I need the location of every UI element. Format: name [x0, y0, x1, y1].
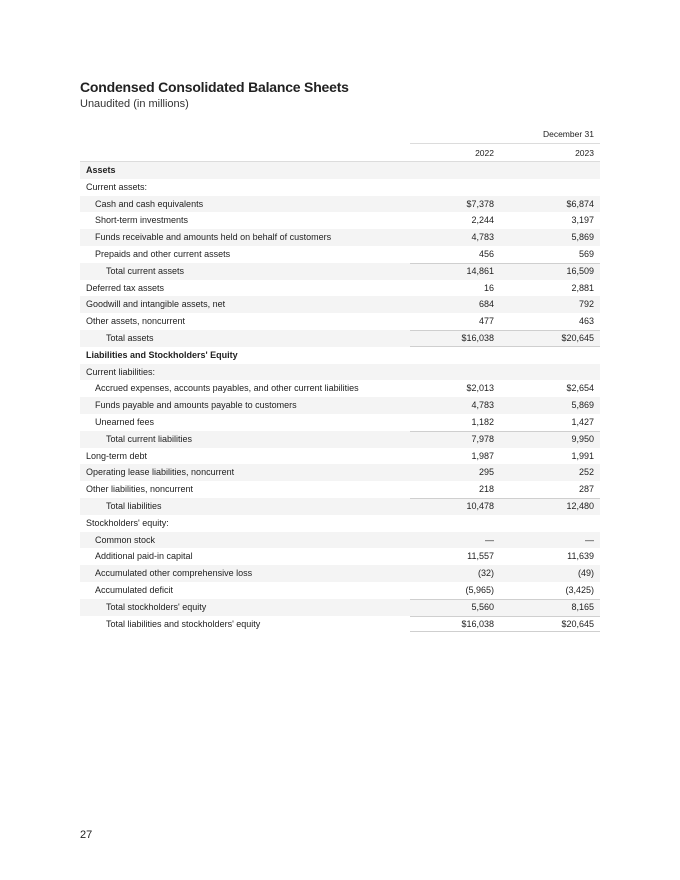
value-2023: 569 [578, 248, 594, 259]
value-2022: 456 [478, 248, 494, 259]
table-row [80, 179, 600, 196]
table-row [80, 616, 600, 633]
value-2022: 4,783 [471, 232, 494, 243]
table-row [80, 347, 600, 364]
value-2022: $7,378 [466, 198, 494, 209]
row-label: Total stockholders' equity [106, 601, 207, 612]
value-2023: 1,991 [571, 450, 594, 461]
value-2022: — [485, 534, 494, 545]
table-row [80, 296, 600, 313]
row-label: Total assets [106, 332, 154, 343]
table-row [80, 380, 600, 397]
table-row [80, 212, 600, 229]
row-label: Cash and cash equivalents [95, 198, 204, 209]
table-row [80, 162, 600, 179]
year-2022-header: 2022 [475, 148, 494, 158]
page-title: Condensed Consolidated Balance Sheets [80, 79, 349, 95]
table-row [80, 313, 600, 330]
value-2023: (3,425) [565, 584, 594, 595]
table-row [80, 599, 600, 616]
table-row [80, 364, 600, 381]
table-row [80, 464, 600, 481]
row-label: Long-term debt [86, 450, 148, 461]
table-row [80, 280, 600, 297]
page-subtitle: Unaudited (in millions) [80, 98, 189, 110]
balance-sheet-table [80, 125, 600, 632]
table-row [80, 414, 600, 431]
period-header [80, 125, 600, 144]
row-label: Deferred tax assets [86, 282, 165, 293]
row-label: Unearned fees [95, 416, 155, 427]
value-2023: $2,654 [566, 383, 594, 394]
value-2022: 218 [478, 484, 494, 495]
value-2023: 1,427 [571, 416, 594, 427]
value-2023: 5,869 [571, 400, 594, 411]
page-number: 27 [80, 829, 93, 841]
value-2023: 9,950 [571, 433, 594, 444]
document-header [80, 78, 349, 111]
year-2023-header: 2023 [575, 148, 594, 158]
table-row [80, 498, 600, 515]
row-label: Operating lease liabilities, noncurrent [86, 467, 235, 478]
value-2023: 3,197 [571, 215, 594, 226]
value-2023: $20,645 [561, 618, 594, 629]
value-2022: 14,861 [466, 265, 494, 276]
row-label: Current assets: [86, 181, 148, 192]
row-label: Assets [86, 165, 116, 175]
row-label: Accumulated other comprehensive loss [95, 568, 253, 579]
value-2022: 4,783 [471, 400, 494, 411]
table-row [80, 481, 600, 498]
row-label: Total current liabilities [106, 433, 193, 444]
row-label: Common stock [95, 534, 156, 545]
table-row [80, 246, 600, 263]
table-row [80, 431, 600, 448]
value-2023: — [585, 534, 594, 545]
value-2022: 684 [478, 299, 494, 310]
row-label: Current liabilities: [86, 366, 156, 377]
value-2023: 2,881 [571, 282, 594, 293]
row-label: Short-term investments [95, 215, 189, 226]
row-label: Total liabilities [106, 500, 162, 511]
value-2023: (49) [577, 568, 594, 579]
value-2022: 5,560 [471, 601, 494, 612]
table-row [80, 515, 600, 532]
value-2022: 2,244 [471, 215, 494, 226]
row-label: Accumulated deficit [95, 584, 174, 595]
value-2022: $16,038 [461, 618, 494, 629]
value-2022: (32) [477, 568, 494, 579]
value-2023: 287 [578, 484, 594, 495]
year-header [80, 144, 600, 162]
value-2023: 12,480 [566, 500, 594, 511]
value-2023: 463 [578, 316, 594, 327]
row-label: Other assets, noncurrent [86, 316, 186, 327]
row-label: Stockholders' equity: [86, 517, 169, 528]
row-label: Prepaids and other current assets [95, 248, 231, 259]
table-row [80, 397, 600, 414]
value-2022: $2,013 [466, 383, 494, 394]
value-2022: 10,478 [466, 500, 494, 511]
table-row [80, 565, 600, 582]
value-2023: 792 [578, 299, 594, 310]
value-2022: 11,557 [467, 551, 494, 562]
row-label: Total liabilities and stockholders' equity [106, 618, 261, 629]
value-2022: (5,965) [465, 584, 494, 595]
value-2022: 1,987 [471, 450, 494, 461]
table-row [80, 196, 600, 213]
value-2023: 252 [578, 467, 594, 478]
row-label: Liabilities and Stockholders' Equity [86, 349, 238, 360]
value-2023: $6,874 [566, 198, 594, 209]
value-2023: 11,639 [567, 551, 594, 562]
period-label: December 31 [542, 129, 594, 139]
row-label: Accrued expenses, accounts payables, and other current liabilities [95, 383, 359, 394]
value-2022: $16,038 [461, 332, 494, 343]
value-2022: 16 [483, 282, 494, 293]
table-row [80, 229, 600, 246]
row-label: Funds receivable and amounts held on behalf of customers [95, 232, 332, 243]
value-2023: $20,645 [561, 332, 594, 343]
value-2022: 7,978 [471, 433, 494, 444]
value-2022: 295 [478, 467, 494, 478]
table-row [80, 330, 600, 347]
table-row [80, 548, 600, 565]
value-2022: 1,182 [471, 416, 494, 427]
table-body [80, 162, 600, 632]
table-row [80, 532, 600, 549]
table-row [80, 448, 600, 465]
value-2023: 5,869 [571, 232, 594, 243]
row-label: Goodwill and intangible assets, net [86, 299, 226, 310]
row-label: Total current assets [106, 265, 185, 276]
table-row [80, 263, 600, 280]
value-2022: 477 [478, 316, 494, 327]
row-label: Additional paid-in capital [95, 551, 193, 562]
row-label: Funds payable and amounts payable to customers [95, 400, 297, 411]
value-2023: 16,509 [566, 265, 594, 276]
table-row [80, 582, 600, 599]
value-2023: 8,165 [571, 601, 594, 612]
row-label: Other liabilities, noncurrent [86, 484, 194, 495]
